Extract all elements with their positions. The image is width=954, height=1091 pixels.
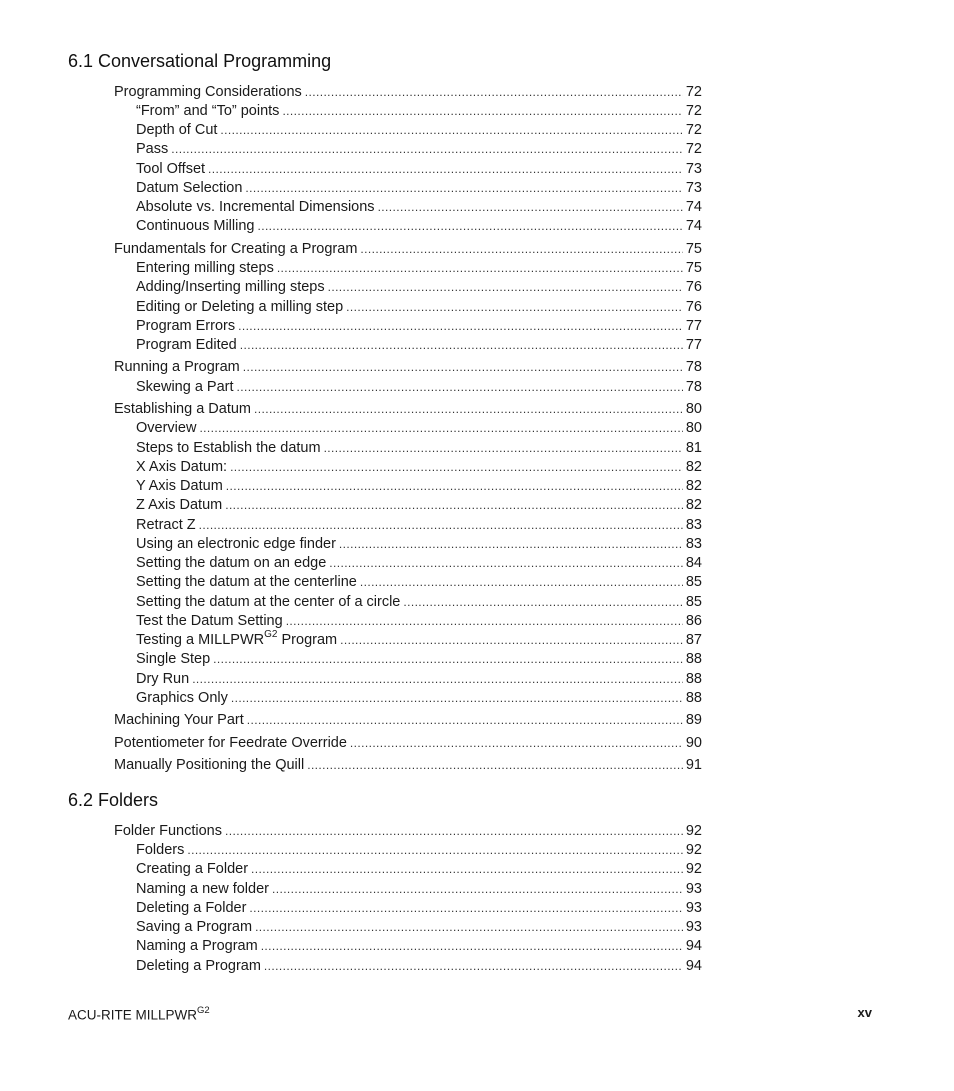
toc-subentry[interactable] [136, 336, 702, 354]
dot-leader [403, 593, 682, 611]
toc-entry-title [136, 841, 184, 859]
toc-entry-title-text: Dry Run [136, 671, 190, 687]
toc-entry-title-text: Y Axis Datum [136, 478, 223, 494]
toc-page-number: 75 [685, 260, 702, 276]
section-heading: 6.1 Conversational Programming [68, 51, 332, 71]
toc-entry-title-text: Test the Datum Setting [136, 613, 283, 629]
dot-leader [360, 240, 682, 258]
toc-subentry[interactable] [136, 278, 702, 296]
toc-entry-title [114, 711, 244, 729]
toc-entry[interactable] [114, 756, 702, 774]
dot-leader [245, 179, 682, 197]
toc-subentry[interactable] [136, 880, 702, 898]
toc-entry-title [136, 516, 196, 534]
toc-page-number: 74 [685, 218, 702, 234]
toc-subentry[interactable] [136, 670, 702, 688]
toc-entry-title-text: Editing or Deleting a milling step [136, 299, 344, 315]
toc-entry-title-text: X Axis Datum: [136, 459, 228, 475]
dot-leader [225, 496, 683, 514]
dot-leader [254, 400, 683, 418]
toc-entry-title-text: Setting the datum at the centerline [136, 574, 357, 590]
footer-product-name [68, 1004, 210, 1024]
toc-subentry[interactable] [136, 217, 702, 235]
toc-subentry[interactable] [136, 121, 702, 139]
toc-page-number: 93 [685, 919, 702, 935]
toc-entry-title-text: Datum Selection [136, 180, 243, 196]
toc-entry-title-text: Pass [136, 141, 169, 157]
toc-entry-title [136, 179, 242, 197]
dot-leader [324, 439, 683, 457]
toc-entry-title-text: Setting the datum at the center of a circle [136, 594, 401, 610]
toc-entry-title-text: Testing a MILLPWR [136, 632, 265, 648]
toc-entry-title-text: Deleting a Folder [136, 900, 247, 916]
toc-entry-title [136, 278, 325, 296]
toc-entry-title [136, 918, 252, 936]
toc-subentry[interactable] [136, 516, 702, 534]
toc-entry-title [136, 419, 196, 437]
toc-page-number: 85 [685, 594, 702, 610]
toc-entry-title [114, 734, 347, 752]
toc-entry-title [136, 336, 237, 354]
dot-leader [350, 734, 683, 752]
toc-entry-title-text: Machining Your Part [114, 712, 244, 728]
toc-entry-title [136, 477, 223, 495]
toc-entry[interactable] [114, 358, 702, 376]
toc-entry-title-text: Absolute vs. Incremental Dimensions [136, 199, 375, 215]
section-heading: 6.2 Folders [68, 790, 159, 810]
toc-entry-title [136, 670, 189, 688]
toc-subentry[interactable] [136, 918, 702, 936]
toc-page-number: 72 [685, 84, 702, 100]
toc-subentry[interactable] [136, 957, 702, 975]
toc-subentry[interactable] [136, 259, 702, 277]
toc-page-number: 73 [685, 161, 702, 177]
toc-entry-title-text: Establishing a Datum [114, 401, 252, 417]
toc-entry-title-text: Skewing a Part [136, 379, 234, 395]
toc-entry-superscript: G2 [264, 629, 278, 641]
toc-page-number: 80 [685, 401, 702, 417]
toc-entry-title-text: Depth of Cut [136, 122, 218, 138]
toc-page-number: 78 [685, 359, 702, 375]
toc-entry-title-text: Fundamentals for Creating a Program [114, 241, 358, 257]
toc-entry-title [114, 358, 240, 376]
toc-page-number: 92 [685, 861, 702, 877]
dot-leader [220, 121, 682, 139]
toc-entry-title [136, 298, 343, 316]
toc-subentry[interactable] [136, 477, 702, 495]
toc-entry-title [114, 400, 251, 418]
toc-entry-title [136, 496, 222, 514]
dot-leader [226, 477, 683, 495]
toc-entry-title-text: Folders [136, 842, 185, 858]
toc-entry-title-text: Manually Positioning the Quill [114, 757, 305, 773]
toc-entry[interactable] [114, 822, 702, 840]
dot-leader [264, 957, 683, 975]
toc-page-number: 87 [685, 632, 702, 648]
dot-leader [255, 918, 683, 936]
toc-entry-title [136, 535, 336, 553]
dot-leader [249, 899, 682, 917]
dot-leader [230, 458, 683, 476]
toc-page-number: 75 [685, 241, 702, 257]
toc-subentry[interactable] [136, 535, 702, 553]
toc-subentry[interactable] [136, 860, 702, 878]
toc-entry-title-text: Program Errors [136, 318, 236, 334]
dot-leader [240, 336, 683, 354]
toc-entry[interactable] [114, 734, 702, 752]
toc-subentry[interactable] [136, 298, 702, 316]
toc-subentry[interactable] [136, 899, 702, 917]
toc-entry-title [136, 593, 400, 611]
toc-subentry[interactable] [136, 102, 702, 120]
dot-leader [257, 217, 682, 235]
toc-entry-title-text: Creating a Folder [136, 861, 249, 877]
dot-leader [282, 102, 682, 120]
toc-entry-title-text: Program Edited [136, 337, 237, 353]
toc-page-number: 94 [685, 938, 702, 954]
toc-entry-title [136, 102, 279, 120]
toc-entry-title [136, 198, 375, 216]
toc-entry-title-text: Programming Considerations [114, 84, 302, 100]
toc-entry-title [136, 259, 274, 277]
toc-subentry[interactable] [136, 689, 702, 707]
dot-leader [339, 535, 683, 553]
toc-entry-title-text: Running a Program [114, 359, 240, 375]
toc-subentry[interactable] [136, 593, 702, 611]
toc-entry-title [136, 650, 210, 668]
toc-entry-title-text: Retract Z [136, 517, 196, 533]
dot-leader [272, 880, 683, 898]
toc-entry-title-text: Overview [136, 420, 197, 436]
toc-page-number: 76 [685, 279, 702, 295]
toc-subentry[interactable] [136, 937, 702, 955]
dot-leader [286, 612, 683, 630]
dot-leader [213, 650, 683, 668]
toc-entry[interactable] [114, 240, 702, 258]
toc-entry-title [136, 439, 321, 457]
dot-leader [208, 160, 683, 178]
toc-subentry[interactable] [136, 439, 702, 457]
dot-leader [360, 573, 683, 591]
toc-page-number: 84 [685, 555, 702, 571]
toc-entry[interactable] [114, 400, 702, 418]
toc-entry-title-text: Using an electronic edge finder [136, 536, 336, 552]
toc-entry-title [136, 378, 234, 396]
toc-entry-title [136, 573, 357, 591]
toc-entry-title [136, 957, 261, 975]
toc-entry-title [136, 689, 228, 707]
toc-entry-title-text: Single Step [136, 651, 211, 667]
toc-page-number: 92 [685, 842, 702, 858]
toc-page-number: 88 [685, 671, 702, 687]
toc-page-number: 88 [685, 690, 702, 706]
toc-subentry[interactable] [136, 317, 702, 335]
toc-entry-title [136, 860, 248, 878]
dot-leader [277, 259, 683, 277]
toc-page-number: 93 [685, 900, 702, 916]
dot-leader [247, 711, 683, 729]
toc-page-number: 93 [685, 881, 702, 897]
toc-subentry[interactable] [136, 631, 702, 649]
toc-entry-title [136, 554, 326, 572]
toc-entry-title-text: “From” and “To” points [136, 103, 280, 119]
toc-subentry[interactable] [136, 160, 702, 178]
dot-leader [346, 298, 683, 316]
toc-page-number: 83 [685, 536, 702, 552]
toc-entry-title-text: Graphics Only [136, 690, 228, 706]
toc-page-number: 72 [685, 103, 702, 119]
toc-entry-title [136, 217, 254, 235]
toc-subentry[interactable] [136, 198, 702, 216]
toc-entry-title [136, 160, 205, 178]
footer-product-text: ACU-RITE MILLPWR [68, 1007, 198, 1023]
toc-page-number: 74 [685, 199, 702, 215]
dot-leader [237, 378, 683, 396]
toc-entry-title-text: Folder Functions [114, 823, 222, 839]
toc-subentry[interactable] [136, 179, 702, 197]
toc-page-number: 82 [685, 478, 702, 494]
dot-leader [340, 631, 683, 649]
footer-page-number: xv [857, 1005, 872, 1020]
toc-page-number: 94 [685, 958, 702, 974]
dot-leader [329, 554, 683, 572]
dot-leader [187, 841, 683, 859]
toc-entry-title [136, 612, 283, 630]
dot-leader [231, 689, 683, 707]
dot-leader [192, 670, 683, 688]
dot-leader [199, 419, 682, 437]
toc-page-number: 82 [685, 497, 702, 513]
dot-leader [261, 937, 683, 955]
dot-leader [378, 198, 683, 216]
toc-subentry[interactable] [136, 140, 702, 158]
toc-entry-title [136, 880, 269, 898]
toc-subentry[interactable] [136, 554, 702, 572]
toc-page-number: 73 [685, 180, 702, 196]
toc-entry-title-text: Potentiometer for Feedrate Override [114, 735, 347, 751]
toc-page-number: 92 [685, 823, 702, 839]
toc-page-number: 72 [685, 122, 702, 138]
toc-page-number: 72 [685, 141, 702, 157]
toc-subentry[interactable] [136, 650, 702, 668]
toc-subentry[interactable] [136, 378, 702, 396]
toc-entry[interactable] [114, 83, 702, 101]
toc-entry-title [136, 317, 235, 335]
dot-leader [238, 317, 683, 335]
toc-entry-title-text: Deleting a Program [136, 958, 261, 974]
toc-entry-title-text: Saving a Program [136, 919, 253, 935]
dot-leader [328, 278, 683, 296]
toc-entry-title-text: Naming a Program [136, 938, 258, 954]
toc-page-number: 89 [685, 712, 702, 728]
toc-entry-title [136, 140, 168, 158]
toc-entry-title-text: Steps to Establish the datum [136, 440, 321, 456]
toc-subentry[interactable] [136, 612, 702, 630]
toc-page-number: 91 [685, 757, 702, 773]
toc-subentry[interactable] [136, 573, 702, 591]
toc-entry-title-text: Setting the datum on an edge [136, 555, 327, 571]
dot-leader [171, 140, 683, 158]
toc-page-number: 90 [685, 735, 702, 751]
toc-entry-title-text: Entering milling steps [136, 260, 274, 276]
footer-product-superscript: G2 [197, 1005, 210, 1016]
dot-leader [225, 822, 683, 840]
toc-page-number: 76 [685, 299, 702, 315]
toc-subentry[interactable] [136, 496, 702, 514]
toc-entry-title-text: Tool Offset [136, 161, 206, 177]
toc-page-number: 78 [685, 379, 702, 395]
dot-leader [243, 358, 683, 376]
toc-page-number: 77 [685, 318, 702, 334]
toc-entry-title-text: Naming a new folder [136, 881, 269, 897]
dot-leader [307, 756, 683, 774]
toc-page-number: 83 [685, 517, 702, 533]
toc-entry-title [114, 240, 357, 258]
toc-entry-title [114, 83, 302, 101]
toc-page-number: 88 [685, 651, 702, 667]
dot-leader [199, 516, 683, 534]
toc-entry-title [136, 937, 258, 955]
toc-subentry[interactable] [136, 841, 702, 859]
toc-page-number: 77 [685, 337, 702, 353]
toc-entry-title [136, 458, 227, 476]
toc-page-number: 85 [685, 574, 702, 590]
toc-entry-title-text: Z Axis Datum [136, 497, 223, 513]
toc-entry-title [136, 899, 246, 917]
toc-subentry[interactable] [136, 458, 702, 476]
toc-entry-title [114, 756, 304, 774]
toc-subentry[interactable] [136, 419, 702, 437]
toc-page-number: 82 [685, 459, 702, 475]
toc-entry-title [114, 822, 222, 840]
toc-page-number: 81 [685, 440, 702, 456]
toc-entry-title-text: Continuous Milling [136, 218, 255, 234]
toc-entry-title [136, 631, 337, 649]
toc-page-number: 80 [685, 420, 702, 436]
toc-entry[interactable] [114, 711, 702, 729]
dot-leader [305, 83, 683, 101]
toc-entry-title-suffix: Program [277, 632, 338, 648]
toc-entry-title [136, 121, 217, 139]
dot-leader [251, 860, 683, 878]
toc-entry-title-text: Adding/Inserting milling steps [136, 279, 325, 295]
toc-page-number: 86 [685, 613, 702, 629]
